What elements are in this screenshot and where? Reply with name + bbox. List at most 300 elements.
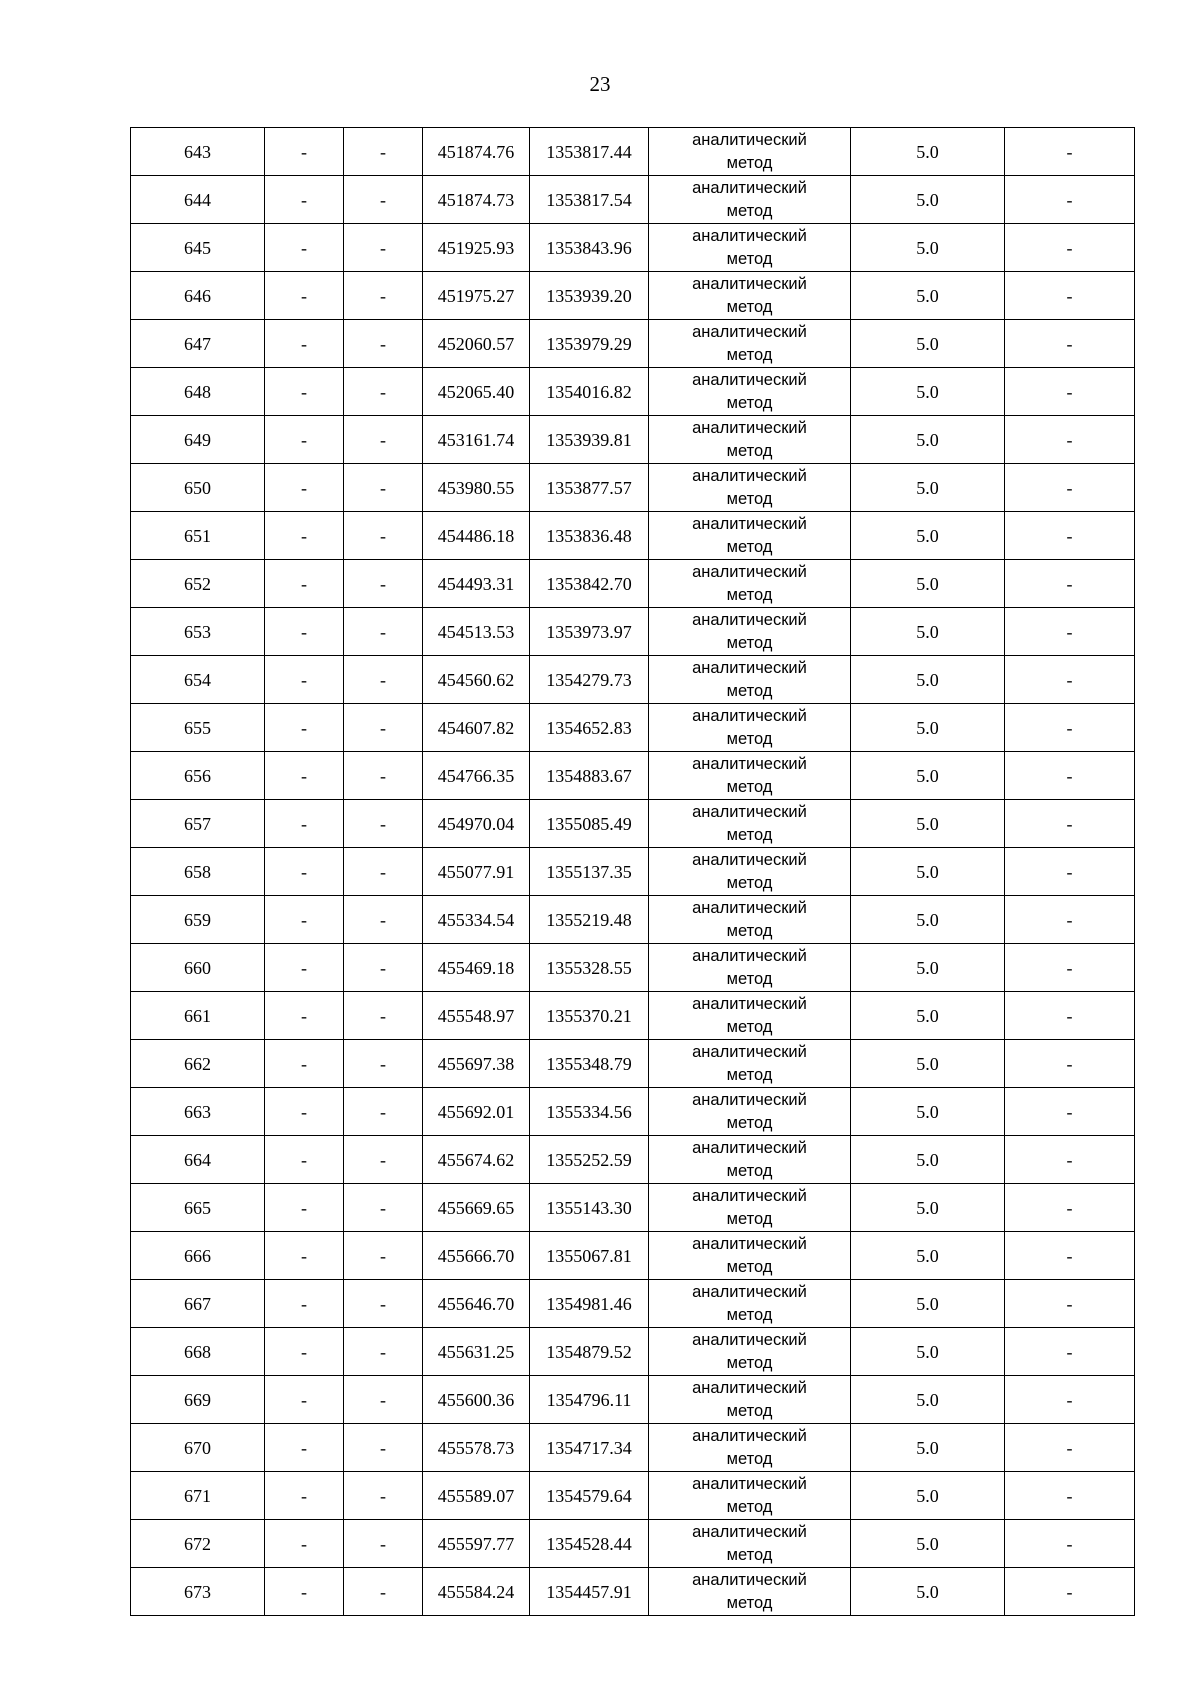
col2-cell: -	[265, 704, 344, 752]
accuracy-cell: 5.0	[851, 704, 1005, 752]
y-coordinate-cell: 1355143.30	[530, 1184, 649, 1232]
y-coordinate-cell: 1355328.55	[530, 944, 649, 992]
point-number-cell: 668	[131, 1328, 265, 1376]
point-number-cell: 671	[131, 1472, 265, 1520]
accuracy-cell: 5.0	[851, 608, 1005, 656]
last-col-cell: -	[1005, 176, 1135, 224]
method-cell	[649, 176, 851, 224]
method-cell	[649, 320, 851, 368]
col2-cell: -	[265, 1232, 344, 1280]
accuracy-cell: 5.0	[851, 1328, 1005, 1376]
method-cell	[649, 464, 851, 512]
point-number-cell: 643	[131, 128, 265, 176]
last-col-cell: -	[1005, 416, 1135, 464]
table-row	[131, 1520, 1135, 1568]
y-coordinate-cell: 1354883.67	[530, 752, 649, 800]
x-coordinate-cell: 455469.18	[423, 944, 530, 992]
method-line-2: метод	[726, 585, 773, 604]
col3-cell: -	[344, 1040, 423, 1088]
method-line-2: метод	[726, 1449, 773, 1468]
table-row	[131, 272, 1135, 320]
method-cell	[649, 224, 851, 272]
point-number-cell: 656	[131, 752, 265, 800]
method-cell	[649, 896, 851, 944]
method-cell	[649, 560, 851, 608]
last-col-cell: -	[1005, 1568, 1135, 1616]
accuracy-cell: 5.0	[851, 320, 1005, 368]
accuracy-cell: 5.0	[851, 1568, 1005, 1616]
accuracy-cell: 5.0	[851, 1472, 1005, 1520]
page-number: 23	[589, 72, 611, 96]
col3-cell: -	[344, 992, 423, 1040]
method-line-1: аналитический	[692, 1187, 807, 1206]
method-line-1: аналитический	[692, 563, 807, 582]
y-coordinate-cell: 1354796.11	[530, 1376, 649, 1424]
x-coordinate-cell: 455548.97	[423, 992, 530, 1040]
col3-cell: -	[344, 176, 423, 224]
point-number-cell: 666	[131, 1232, 265, 1280]
table-row	[131, 560, 1135, 608]
x-coordinate-cell: 455597.77	[423, 1520, 530, 1568]
y-coordinate-cell: 1354528.44	[530, 1520, 649, 1568]
method-line-2: метод	[726, 201, 773, 220]
table-row	[131, 1136, 1135, 1184]
table-row	[131, 896, 1135, 944]
x-coordinate-cell: 454766.35	[423, 752, 530, 800]
last-col-cell: -	[1005, 1520, 1135, 1568]
last-col-cell: -	[1005, 1376, 1135, 1424]
col3-cell: -	[344, 704, 423, 752]
x-coordinate-cell: 454607.82	[423, 704, 530, 752]
point-number-cell: 672	[131, 1520, 265, 1568]
method-cell	[649, 1424, 851, 1472]
method-cell	[649, 608, 851, 656]
method-line-1: аналитический	[692, 515, 807, 534]
point-number-cell: 647	[131, 320, 265, 368]
table-row	[131, 1328, 1135, 1376]
method-line-2: метод	[726, 921, 773, 940]
table-row	[131, 992, 1135, 1040]
col2-cell: -	[265, 752, 344, 800]
y-coordinate-cell: 1354981.46	[530, 1280, 649, 1328]
y-coordinate-cell: 1355252.59	[530, 1136, 649, 1184]
x-coordinate-cell: 451975.27	[423, 272, 530, 320]
accuracy-cell: 5.0	[851, 1280, 1005, 1328]
last-col-cell: -	[1005, 272, 1135, 320]
table-row	[131, 800, 1135, 848]
point-number-cell: 661	[131, 992, 265, 1040]
method-line-1: аналитический	[692, 1523, 807, 1542]
table-row	[131, 1280, 1135, 1328]
method-line-2: метод	[726, 1305, 773, 1324]
last-col-cell: -	[1005, 608, 1135, 656]
method-cell	[649, 1184, 851, 1232]
table-row	[131, 224, 1135, 272]
x-coordinate-cell: 455646.70	[423, 1280, 530, 1328]
table-body	[131, 128, 1135, 1616]
x-coordinate-cell: 455666.70	[423, 1232, 530, 1280]
accuracy-cell: 5.0	[851, 128, 1005, 176]
last-col-cell: -	[1005, 512, 1135, 560]
col2-cell: -	[265, 512, 344, 560]
accuracy-cell: 5.0	[851, 416, 1005, 464]
col2-cell: -	[265, 128, 344, 176]
x-coordinate-cell: 455077.91	[423, 848, 530, 896]
col2-cell: -	[265, 848, 344, 896]
y-coordinate-cell: 1354279.73	[530, 656, 649, 704]
table-row	[131, 944, 1135, 992]
x-coordinate-cell: 455669.65	[423, 1184, 530, 1232]
y-coordinate-cell: 1354016.82	[530, 368, 649, 416]
last-col-cell: -	[1005, 752, 1135, 800]
method-cell	[649, 1088, 851, 1136]
accuracy-cell: 5.0	[851, 464, 1005, 512]
table-row	[131, 512, 1135, 560]
col3-cell: -	[344, 416, 423, 464]
table-row	[131, 416, 1135, 464]
method-line-1: аналитический	[692, 1139, 807, 1158]
col2-cell: -	[265, 608, 344, 656]
method-line-2: метод	[726, 1545, 773, 1564]
method-line-1: аналитический	[692, 707, 807, 726]
y-coordinate-cell: 1355334.56	[530, 1088, 649, 1136]
col3-cell: -	[344, 1568, 423, 1616]
method-line-1: аналитический	[692, 371, 807, 390]
table-row	[131, 1232, 1135, 1280]
table-row	[131, 1472, 1135, 1520]
method-line-1: аналитический	[692, 611, 807, 630]
col2-cell: -	[265, 896, 344, 944]
last-col-cell: -	[1005, 368, 1135, 416]
point-number-cell: 658	[131, 848, 265, 896]
accuracy-cell: 5.0	[851, 560, 1005, 608]
method-cell	[649, 1520, 851, 1568]
method-line-1: аналитический	[692, 1091, 807, 1110]
col3-cell: -	[344, 368, 423, 416]
method-cell	[649, 1328, 851, 1376]
table-row	[131, 656, 1135, 704]
col2-cell: -	[265, 1376, 344, 1424]
col3-cell: -	[344, 752, 423, 800]
last-col-cell: -	[1005, 1232, 1135, 1280]
last-col-cell: -	[1005, 464, 1135, 512]
method-line-2: метод	[726, 777, 773, 796]
method-line-1: аналитический	[692, 851, 807, 870]
point-number-cell: 650	[131, 464, 265, 512]
y-coordinate-cell: 1354717.34	[530, 1424, 649, 1472]
method-line-2: метод	[726, 681, 773, 700]
method-line-1: аналитический	[692, 275, 807, 294]
method-line-1: аналитический	[692, 227, 807, 246]
method-cell	[649, 944, 851, 992]
last-col-cell: -	[1005, 224, 1135, 272]
method-cell	[649, 1376, 851, 1424]
col2-cell: -	[265, 320, 344, 368]
point-number-cell: 664	[131, 1136, 265, 1184]
col3-cell: -	[344, 1376, 423, 1424]
col2-cell: -	[265, 1280, 344, 1328]
method-cell	[649, 128, 851, 176]
accuracy-cell: 5.0	[851, 272, 1005, 320]
table-row	[131, 368, 1135, 416]
method-line-1: аналитический	[692, 995, 807, 1014]
method-cell	[649, 656, 851, 704]
method-line-2: метод	[726, 1593, 773, 1612]
col2-cell: -	[265, 944, 344, 992]
x-coordinate-cell: 452060.57	[423, 320, 530, 368]
accuracy-cell: 5.0	[851, 1232, 1005, 1280]
method-line-2: метод	[726, 393, 773, 412]
point-number-cell: 653	[131, 608, 265, 656]
method-line-1: аналитический	[692, 1043, 807, 1062]
method-line-2: метод	[726, 1209, 773, 1228]
x-coordinate-cell: 455578.73	[423, 1424, 530, 1472]
method-line-1: аналитический	[692, 899, 807, 918]
method-line-2: метод	[726, 249, 773, 268]
col3-cell: -	[344, 608, 423, 656]
method-line-2: метод	[726, 1017, 773, 1036]
method-line-1: аналитический	[692, 467, 807, 486]
point-number-cell: 667	[131, 1280, 265, 1328]
method-line-1: аналитический	[692, 947, 807, 966]
coordinates-table	[130, 127, 1135, 1616]
last-col-cell: -	[1005, 800, 1135, 848]
y-coordinate-cell: 1355085.49	[530, 800, 649, 848]
y-coordinate-cell: 1353843.96	[530, 224, 649, 272]
method-line-2: метод	[726, 441, 773, 460]
y-coordinate-cell: 1353939.81	[530, 416, 649, 464]
point-number-cell: 669	[131, 1376, 265, 1424]
col3-cell: -	[344, 512, 423, 560]
col3-cell: -	[344, 1424, 423, 1472]
method-line-2: метод	[726, 1353, 773, 1372]
method-line-1: аналитический	[692, 659, 807, 678]
col2-cell: -	[265, 1328, 344, 1376]
last-col-cell: -	[1005, 1280, 1135, 1328]
last-col-cell: -	[1005, 656, 1135, 704]
method-line-1: аналитический	[692, 419, 807, 438]
method-cell	[649, 752, 851, 800]
accuracy-cell: 5.0	[851, 224, 1005, 272]
method-line-1: аналитический	[692, 1283, 807, 1302]
col2-cell: -	[265, 1568, 344, 1616]
accuracy-cell: 5.0	[851, 1424, 1005, 1472]
method-line-2: метод	[726, 729, 773, 748]
point-number-cell: 655	[131, 704, 265, 752]
y-coordinate-cell: 1355348.79	[530, 1040, 649, 1088]
method-line-1: аналитический	[692, 755, 807, 774]
table-row	[131, 848, 1135, 896]
x-coordinate-cell: 454970.04	[423, 800, 530, 848]
x-coordinate-cell: 453161.74	[423, 416, 530, 464]
table-row	[131, 320, 1135, 368]
point-number-cell: 654	[131, 656, 265, 704]
method-line-2: метод	[726, 1113, 773, 1132]
point-number-cell: 649	[131, 416, 265, 464]
last-col-cell: -	[1005, 560, 1135, 608]
col2-cell: -	[265, 1472, 344, 1520]
method-cell	[649, 1280, 851, 1328]
point-number-cell: 662	[131, 1040, 265, 1088]
method-line-2: метод	[726, 1401, 773, 1420]
method-line-1: аналитический	[692, 1427, 807, 1446]
y-coordinate-cell: 1355219.48	[530, 896, 649, 944]
last-col-cell: -	[1005, 1136, 1135, 1184]
col3-cell: -	[344, 1280, 423, 1328]
x-coordinate-cell: 455692.01	[423, 1088, 530, 1136]
method-cell	[649, 800, 851, 848]
accuracy-cell: 5.0	[851, 800, 1005, 848]
method-cell	[649, 992, 851, 1040]
table-row	[131, 1568, 1135, 1616]
accuracy-cell: 5.0	[851, 368, 1005, 416]
method-cell	[649, 848, 851, 896]
point-number-cell: 644	[131, 176, 265, 224]
method-line-2: метод	[726, 1257, 773, 1276]
table-row	[131, 128, 1135, 176]
table-row	[131, 704, 1135, 752]
col2-cell: -	[265, 1424, 344, 1472]
method-line-1: аналитический	[692, 803, 807, 822]
accuracy-cell: 5.0	[851, 752, 1005, 800]
y-coordinate-cell: 1353939.20	[530, 272, 649, 320]
x-coordinate-cell: 455600.36	[423, 1376, 530, 1424]
accuracy-cell: 5.0	[851, 992, 1005, 1040]
method-line-1: аналитический	[692, 1571, 807, 1590]
col3-cell: -	[344, 272, 423, 320]
last-col-cell: -	[1005, 320, 1135, 368]
y-coordinate-cell: 1353973.97	[530, 608, 649, 656]
point-number-cell: 648	[131, 368, 265, 416]
method-cell	[649, 1040, 851, 1088]
accuracy-cell: 5.0	[851, 896, 1005, 944]
accuracy-cell: 5.0	[851, 1040, 1005, 1088]
point-number-cell: 663	[131, 1088, 265, 1136]
accuracy-cell: 5.0	[851, 1184, 1005, 1232]
method-cell	[649, 1568, 851, 1616]
method-cell	[649, 272, 851, 320]
point-number-cell: 673	[131, 1568, 265, 1616]
y-coordinate-cell: 1353979.29	[530, 320, 649, 368]
method-cell	[649, 416, 851, 464]
method-cell	[649, 1136, 851, 1184]
accuracy-cell: 5.0	[851, 1136, 1005, 1184]
col2-cell: -	[265, 656, 344, 704]
x-coordinate-cell: 455674.62	[423, 1136, 530, 1184]
y-coordinate-cell: 1354652.83	[530, 704, 649, 752]
x-coordinate-cell: 454493.31	[423, 560, 530, 608]
col2-cell: -	[265, 1520, 344, 1568]
y-coordinate-cell: 1353877.57	[530, 464, 649, 512]
accuracy-cell: 5.0	[851, 944, 1005, 992]
y-coordinate-cell: 1354457.91	[530, 1568, 649, 1616]
y-coordinate-cell: 1354579.64	[530, 1472, 649, 1520]
col3-cell: -	[344, 560, 423, 608]
col2-cell: -	[265, 176, 344, 224]
col3-cell: -	[344, 896, 423, 944]
last-col-cell: -	[1005, 896, 1135, 944]
col3-cell: -	[344, 848, 423, 896]
point-number-cell: 652	[131, 560, 265, 608]
method-cell	[649, 1232, 851, 1280]
point-number-cell: 645	[131, 224, 265, 272]
col3-cell: -	[344, 1472, 423, 1520]
col2-cell: -	[265, 416, 344, 464]
method-line-2: метод	[726, 873, 773, 892]
accuracy-cell: 5.0	[851, 656, 1005, 704]
col3-cell: -	[344, 464, 423, 512]
method-line-2: метод	[726, 153, 773, 172]
x-coordinate-cell: 454560.62	[423, 656, 530, 704]
method-cell	[649, 1472, 851, 1520]
col3-cell: -	[344, 944, 423, 992]
col3-cell: -	[344, 1136, 423, 1184]
method-line-2: метод	[726, 1065, 773, 1084]
last-col-cell: -	[1005, 992, 1135, 1040]
y-coordinate-cell: 1355370.21	[530, 992, 649, 1040]
method-line-1: аналитический	[692, 1379, 807, 1398]
last-col-cell: -	[1005, 1184, 1135, 1232]
y-coordinate-cell: 1353842.70	[530, 560, 649, 608]
col2-cell: -	[265, 368, 344, 416]
x-coordinate-cell: 451925.93	[423, 224, 530, 272]
table-row	[131, 1088, 1135, 1136]
accuracy-cell: 5.0	[851, 512, 1005, 560]
last-col-cell: -	[1005, 1328, 1135, 1376]
col3-cell: -	[344, 800, 423, 848]
method-line-1: аналитический	[692, 1475, 807, 1494]
last-col-cell: -	[1005, 1088, 1135, 1136]
method-line-1: аналитический	[692, 179, 807, 198]
table-row	[131, 1424, 1135, 1472]
x-coordinate-cell: 452065.40	[423, 368, 530, 416]
last-col-cell: -	[1005, 128, 1135, 176]
method-line-2: метод	[726, 1161, 773, 1180]
method-line-1: аналитический	[692, 1235, 807, 1254]
method-line-1: аналитический	[692, 323, 807, 342]
accuracy-cell: 5.0	[851, 848, 1005, 896]
x-coordinate-cell: 451874.73	[423, 176, 530, 224]
method-cell	[649, 704, 851, 752]
x-coordinate-cell: 454486.18	[423, 512, 530, 560]
last-col-cell: -	[1005, 1472, 1135, 1520]
method-line-2: метод	[726, 345, 773, 364]
x-coordinate-cell: 454513.53	[423, 608, 530, 656]
method-line-2: метод	[726, 1497, 773, 1516]
method-cell	[649, 368, 851, 416]
col3-cell: -	[344, 656, 423, 704]
col3-cell: -	[344, 224, 423, 272]
x-coordinate-cell: 453980.55	[423, 464, 530, 512]
x-coordinate-cell: 455584.24	[423, 1568, 530, 1616]
table-row	[131, 608, 1135, 656]
accuracy-cell: 5.0	[851, 176, 1005, 224]
point-number-cell: 665	[131, 1184, 265, 1232]
accuracy-cell: 5.0	[851, 1520, 1005, 1568]
point-number-cell: 646	[131, 272, 265, 320]
col2-cell: -	[265, 992, 344, 1040]
y-coordinate-cell: 1353836.48	[530, 512, 649, 560]
point-number-cell: 670	[131, 1424, 265, 1472]
col3-cell: -	[344, 128, 423, 176]
col3-cell: -	[344, 1184, 423, 1232]
col3-cell: -	[344, 1232, 423, 1280]
y-coordinate-cell: 1355067.81	[530, 1232, 649, 1280]
x-coordinate-cell: 455631.25	[423, 1328, 530, 1376]
table-row	[131, 176, 1135, 224]
point-number-cell: 651	[131, 512, 265, 560]
method-line-2: метод	[726, 297, 773, 316]
